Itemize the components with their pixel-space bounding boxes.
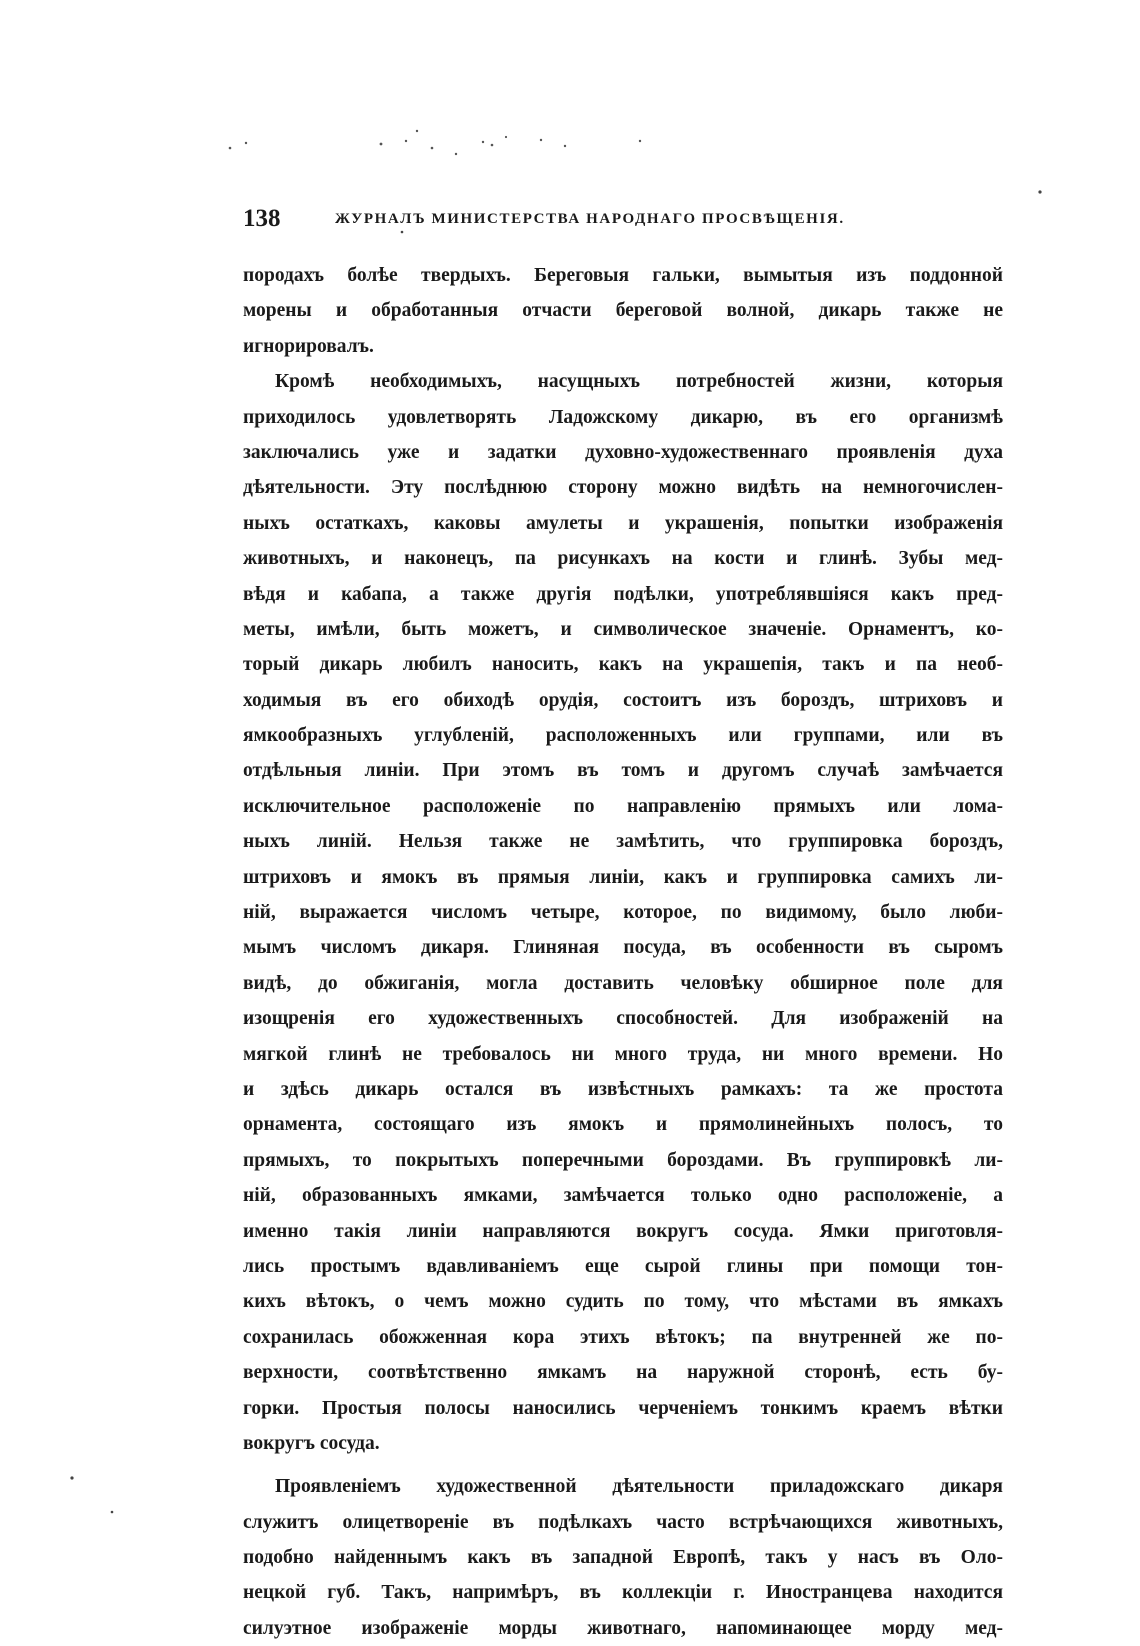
text-line: изощренія его художественныхъ способностей. Для изображеній на [243, 1008, 1003, 1030]
text-line: игнорировалъ. [243, 335, 374, 357]
speck [245, 142, 247, 144]
speck [380, 143, 383, 146]
text-line: вѣдя и кабапа, а также другія подѣлки, употреблявшіяся какъ пред- [243, 583, 1003, 605]
text-line: сохранилась обожженная кора этихъ вѣтокъ; па внутренней же по- [243, 1326, 1003, 1348]
text-line: заключались уже и задатки духовно-художественнаго проявленія духа [243, 441, 1003, 463]
text-line: и здѣсь дикарь остался въ извѣстныхъ рамкахъ: та же простота [243, 1078, 1003, 1100]
text-line: орнамента, состоящаго изъ ямокъ и прямолинейныхъ полосъ, то [243, 1114, 1003, 1136]
paragraph [243, 258, 1003, 364]
text-line: торый дикарь любилъ наносить, какъ на украшепія, такъ и па необ- [243, 654, 1003, 676]
speck [505, 136, 507, 138]
paragraph [243, 1469, 1003, 1646]
text-line: видѣ, до обжиганія, могла доставить человѣку обширное поле для [243, 972, 1003, 994]
text-line: вокругъ сосуда. [243, 1432, 380, 1454]
speck [405, 140, 407, 142]
text-line: лись простымъ вдавливаніемъ еще сырой глины при помощи тон- [243, 1255, 1003, 1277]
body-text [243, 258, 1003, 1646]
text-line: животныхъ, и наконецъ, па рисункахъ на кости и глинѣ. Зубы мед- [243, 548, 1003, 570]
speck [491, 144, 494, 147]
text-line: отдѣльныя линіи. При этомъ въ томъ и другомъ случаѣ замѣчается [243, 760, 1003, 782]
text-line: подобно найденнымъ какъ въ западной Европѣ, такъ у насъ въ Оло- [243, 1547, 1003, 1569]
text-line: именно такія линіи направляются вокругъ сосуда. Ямки приготовля- [243, 1220, 1003, 1242]
text-line: прямыхъ, то покрытыхъ поперечными бороздами. Въ группировкѣ ли- [243, 1149, 1003, 1171]
speck [70, 1476, 73, 1479]
text-line: ній, образованныхъ ямками, замѣчается только одно расположеніе, а [243, 1185, 1003, 1207]
speck [482, 141, 484, 143]
text-line: ходимыя въ его обиходѣ орудія, состоитъ изъ бороздъ, штриховъ и [243, 689, 1003, 711]
page-header [243, 205, 1013, 241]
text-line: горки. Простыя полосы наносились черченіемъ тонкимъ краемъ вѣтки [243, 1397, 1003, 1419]
paragraph [243, 364, 1003, 1461]
text-line: служитъ олицетвореніе въ подѣлкахъ часто встрѣчающихся животныхъ, [243, 1511, 1003, 1533]
text-line: ямкообразныхъ углубленій, расположенныхъ или группами, или въ [243, 725, 1003, 747]
speck [1038, 190, 1041, 193]
speck [229, 147, 232, 150]
running-head: ЖУРНАЛЪ МИНИСТЕРСТВА НАРОДНАГО ПРОСВѢЩЕНІЯ. [335, 211, 845, 227]
text-line: кихъ вѣтокъ, о чемъ можно судить по тому, что мѣстами въ ямкахъ [243, 1291, 1003, 1313]
text-line: Проявленіемъ художественной дѣятельности приладожскаго дикаря [275, 1476, 1003, 1498]
speck [416, 130, 418, 132]
speck [639, 140, 641, 142]
text-line: ныхъ остаткахъ, каковы амулеты и украшенія, попытки изображенія [243, 512, 1003, 534]
text-line: мымъ числомъ дикаря. Глиняная посуда, въ особенности въ сыромъ [243, 937, 1003, 959]
paragraph-gap [243, 1461, 1003, 1469]
text-line: приходилось удовлетворять Ладожскому дикарю, въ его организмѣ [243, 406, 1003, 428]
text-line: породахъ болѣе твердыхъ. Береговыя гальки, вымытыя изъ поддонной [243, 265, 1003, 286]
text-line: морены и обработанныя отчасти береговой волной, дикарь также не [243, 300, 1003, 322]
speck [455, 153, 457, 155]
text-line: ній, выражается числомъ четыре, которое, по видимому, было люби- [243, 902, 1003, 924]
text-line: дѣятельности. Эту послѣднюю сторону можно видѣть на немногочислен- [243, 477, 1003, 499]
text-line: ныхъ линій. Нельзя также не замѣтить, что группировка бороздъ, [243, 831, 1003, 853]
speck [431, 147, 434, 150]
text-line: верхности, соотвѣтственно ямкамъ на наружной сторонѣ, есть бу- [243, 1362, 1003, 1384]
text-line: штриховъ и ямокъ въ прямыя линіи, какъ и группировка самихъ ли- [243, 866, 1003, 888]
text-line: мягкой глинѣ не требовалось ни много труда, ни много времени. Но [243, 1043, 1003, 1065]
speck [111, 1511, 114, 1514]
text-line: силуэтное изображеніе морды животнаго, напоминающее морду мед- [243, 1617, 1003, 1639]
text-line: меты, имѣли, быть можетъ, и символическое значеніе. Орнаментъ, ко- [243, 618, 1003, 640]
text-line: Кромѣ необходимыхъ, насущныхъ потребностей жизни, которыя [275, 371, 1003, 393]
text-line: исключительное расположеніе по направленію прямыхъ или лома- [243, 795, 1003, 817]
text-line: нецкой губ. Такъ, напримѣръ, въ коллекціи г. Иностранцева находится [243, 1582, 1003, 1604]
speck [564, 145, 566, 147]
speck [540, 139, 542, 141]
page-number: 138 [243, 205, 281, 232]
